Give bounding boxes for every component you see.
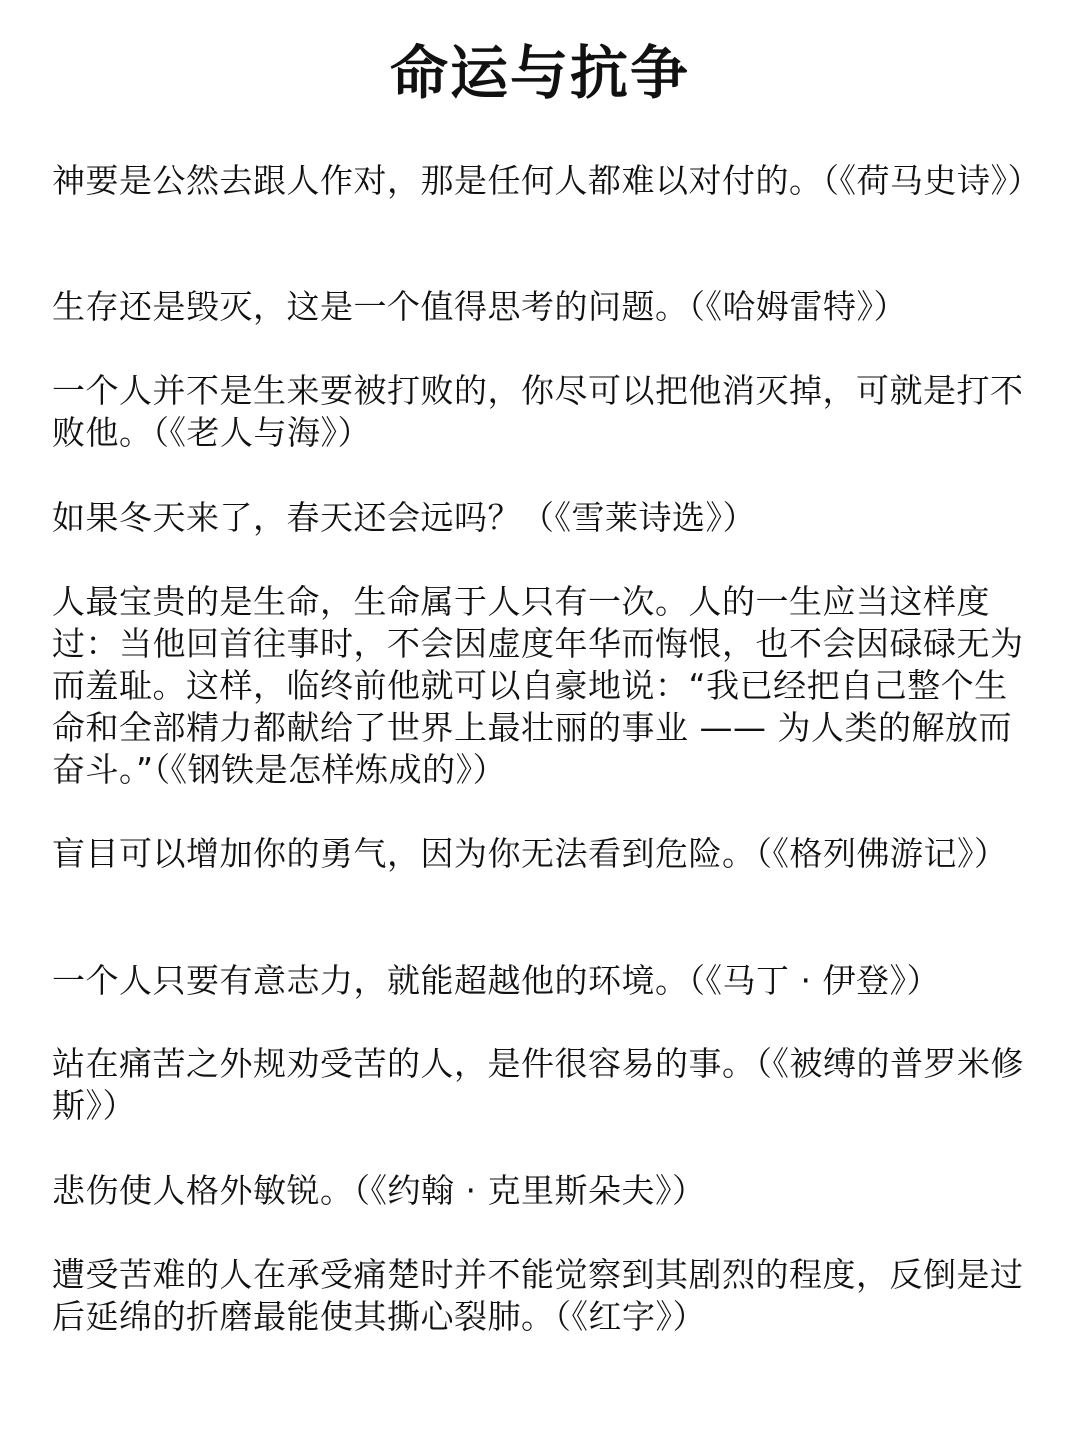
quote-paragraph: 一个人并不是生来要被打败的，你尽可以把他消灭掉，可就是打不败他。（《老人与海》） xyxy=(52,371,1024,452)
quote-paragraph: 生存还是毁灭，这是一个值得思考的问题。（《哈姆雷特》） xyxy=(52,287,907,326)
page-title: 命运与抗争 xyxy=(389,39,690,107)
quote-paragraph: 悲伤使人格外敏锐。（《约翰 · 克里斯朵夫》） xyxy=(52,1171,706,1210)
quote-paragraph: 人最宝贵的是生命，生命属于人只有一次。人的一生应当这样度过：当他回首往事时，不会因虚度年华而悔恨，也不会因碌碌无为而羞耻。这样，临终前他就可以自豪地说：“我已经把自己整个生命和全部精力都献给了世界上最壮丽的事业 —— 为人类的解放而奋斗。”（《钢铁是怎样炼成的》） xyxy=(52,582,1024,789)
quote-paragraph: 一个人只要有意志力，就能超越他的环境。（《马丁 · 伊登》） xyxy=(52,961,940,1000)
quote-paragraph: 神要是公然去跟人作对，那是任何人都难以对付的。（《荷马史诗》） xyxy=(52,161,1041,200)
quote-paragraph: 遭受苦难的人在承受痛楚时并不能觉察到其剧烈的程度，反倒是过后延绵的折磨最能使其撕心裂肺。（《红字》） xyxy=(52,1255,1024,1336)
quote-paragraph: 盲目可以增加你的勇气，因为你无法看到危险。（《格列佛游记》） xyxy=(52,834,1008,873)
quote-paragraph: 站在痛苦之外规劝受苦的人，是件很容易的事。（《被缚的普罗米修斯》） xyxy=(52,1044,1024,1125)
quote-paragraph: 如果冬天来了，春天还会远吗？（《雪莱诗选》） xyxy=(52,498,756,537)
